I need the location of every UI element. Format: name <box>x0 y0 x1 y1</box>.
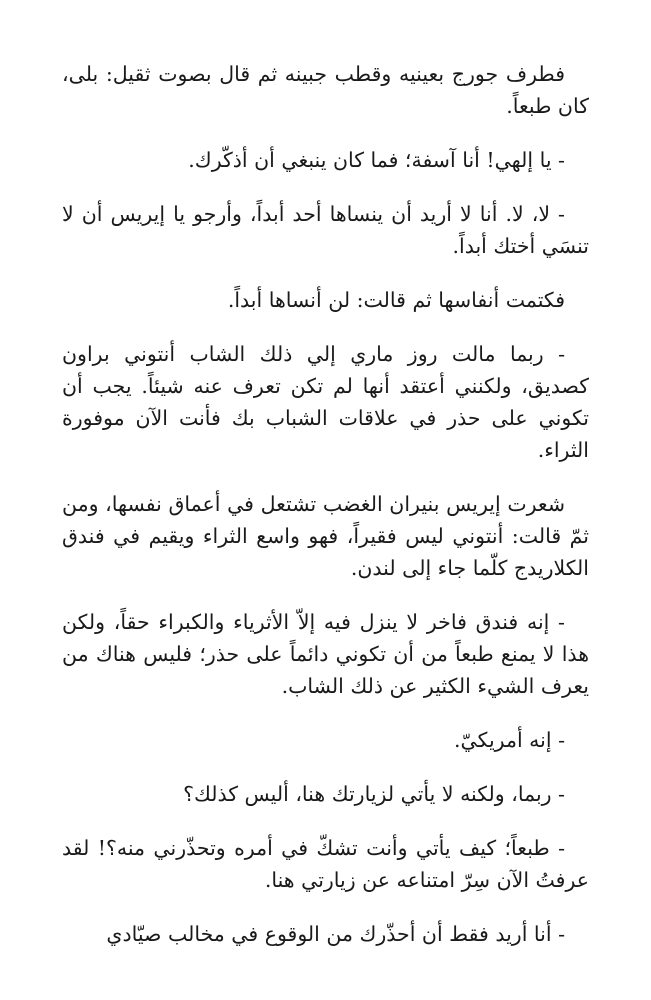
paragraph-6: شعرت إيريس بنيران الغضب تشتعل في أعماق نفسها، ومن ثمّ قالت: أنتوني ليس فقيراً، فهو واسع الثراء ويقيم في فندق الكلاريدج كلّما جاء إلى لندن. <box>62 492 589 580</box>
paragraph-3: - لا، لا. أنا لا أريد أن ينساها أحد أبداً، وأرجو يا إيريس أن لا تنسَي أختك أبداً. <box>62 202 589 258</box>
paragraph-8: - إنه أمريكيّ. <box>454 728 565 752</box>
paragraph-10: - طبعاً؛ كيف يأتي وأنت تشكّ في أمره وتحذّرني منه؟! لقد عرفتُ الآن سِرّ امتناعه عن زيارتي هنا. <box>62 836 589 892</box>
paragraph-7: - إنه فندق فاخر لا ينزل فيه إلاّ الأثرياء والكبراء حقاً، ولكن هذا لا يمنع طبعاً من أن تكوني دائماً على حذر؛ فليس هناك من يعرف الشيء الكثير عن ذلك الشاب. <box>62 610 589 698</box>
paragraph-1: فطرف جورج بعينيه وقطب جبينه ثم قال بصوت ثقيل: بلى، كان طبعاً. <box>62 62 589 118</box>
paragraph-2: - يا إلهي! أنا آسفة؛ فما كان ينبغي أن أذكّرك. <box>188 148 565 172</box>
page-text <box>62 58 589 1000</box>
paragraph-9: - ربما، ولكنه لا يأتي لزيارتك هنا، أليس كذلك؟ <box>183 782 565 806</box>
paragraph-11: - أنا أريد فقط أن أحذّرك من الوقوع في مخالب صيّادي <box>106 922 565 946</box>
paragraph-5: - ربما مالت روز ماري إلي ذلك الشاب أنتوني براون كصديق، ولكنني أعتقد أنها لم تكن تعرف عنه شيئاً. يجب أن تكوني على حذر في علاقات الشباب بك فأنت الآن موفورة الثراء. <box>62 342 589 462</box>
paragraph-4: فكتمت أنفاسها ثم قالت: لن أنساها أبداً. <box>227 288 565 312</box>
